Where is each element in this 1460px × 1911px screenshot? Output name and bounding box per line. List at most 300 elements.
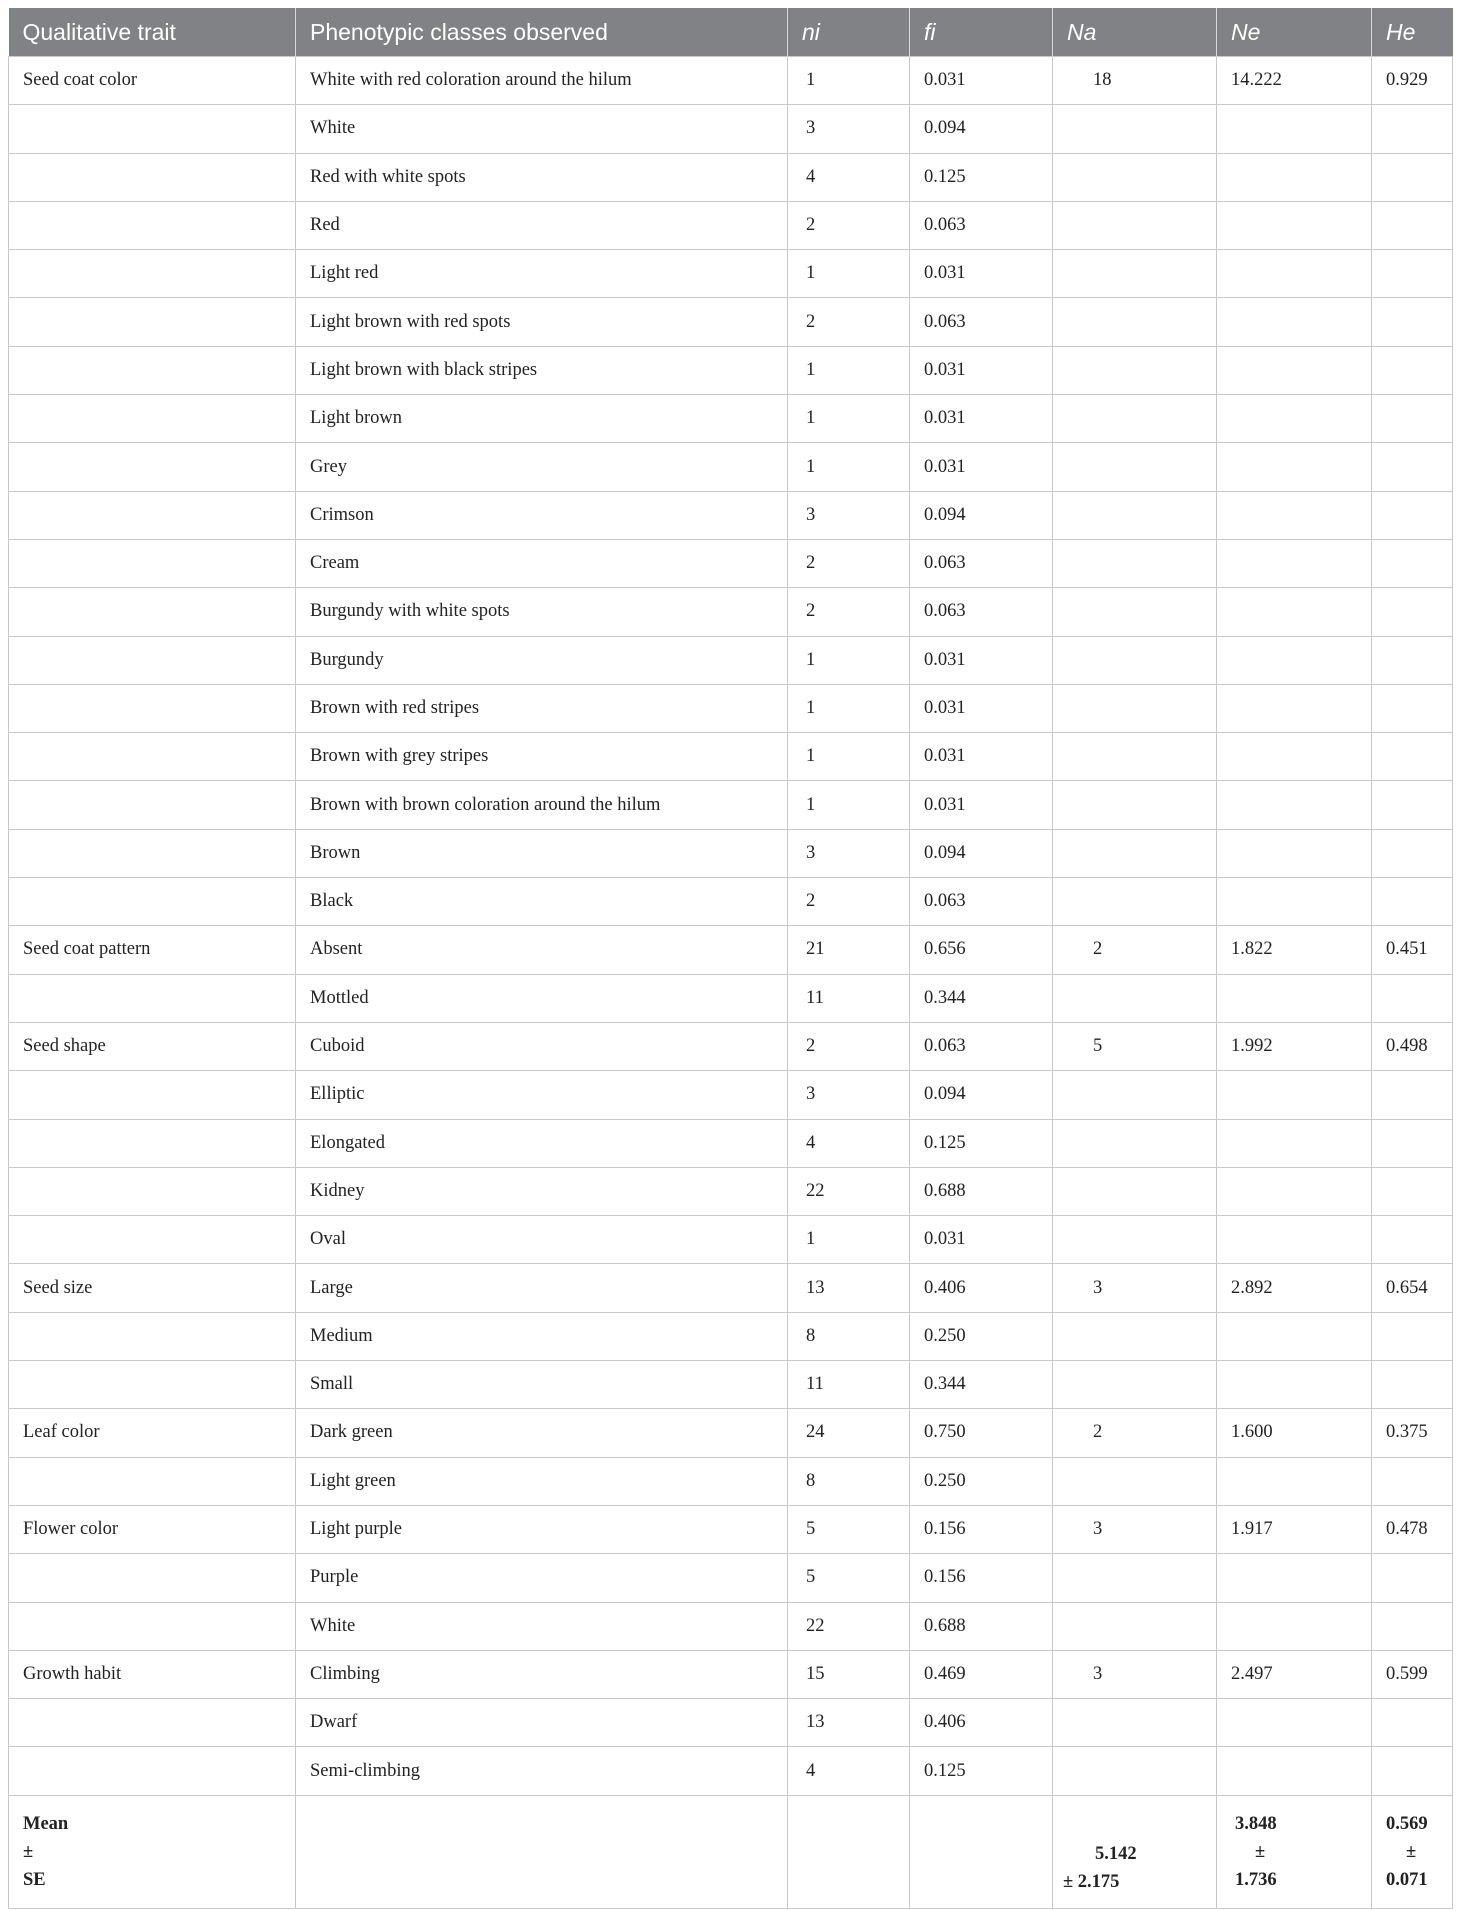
table-row <box>9 201 1453 249</box>
ne-cell <box>1217 346 1372 394</box>
he-cell <box>1372 781 1453 829</box>
fi-cell: 0.094 <box>910 105 1053 153</box>
ni-cell: 3 <box>788 105 910 153</box>
class-cell: Cream <box>296 539 788 587</box>
class-cell: Light green <box>296 1457 788 1505</box>
he-cell <box>1372 105 1453 153</box>
class-cell: Light red <box>296 250 788 298</box>
ni-cell: 1 <box>788 346 910 394</box>
mean-pm-label: ± <box>23 1841 34 1862</box>
fi-cell: 0.063 <box>910 539 1053 587</box>
table-row <box>9 1361 1453 1409</box>
ne-cell <box>1217 684 1372 732</box>
class-cell: Light purple <box>296 1505 788 1553</box>
ne-cell <box>1217 443 1372 491</box>
mean-row <box>9 1795 1453 1908</box>
class-cell: White <box>296 105 788 153</box>
na-cell <box>1053 829 1217 877</box>
table-row <box>9 1264 1453 1312</box>
table-row <box>9 636 1453 684</box>
ni-cell: 22 <box>788 1602 910 1650</box>
na-cell: 2 <box>1053 1409 1217 1457</box>
ne-cell <box>1217 733 1372 781</box>
he-cell <box>1372 1071 1453 1119</box>
mean-label: Mean <box>23 1813 69 1834</box>
trait-cell <box>9 1216 296 1264</box>
he-cell <box>1372 1312 1453 1360</box>
class-cell: Dwarf <box>296 1699 788 1747</box>
ne-cell <box>1217 1167 1372 1215</box>
header-ni: ni <box>788 8 910 57</box>
he-cell <box>1372 1699 1453 1747</box>
ne-cell <box>1217 1602 1372 1650</box>
table-row <box>9 491 1453 539</box>
header-he: He <box>1372 8 1453 57</box>
he-cell: 0.375 <box>1372 1409 1453 1457</box>
fi-cell: 0.063 <box>910 1022 1053 1070</box>
fi-cell: 0.063 <box>910 201 1053 249</box>
he-cell: 0.451 <box>1372 926 1453 974</box>
fi-cell: 0.031 <box>910 346 1053 394</box>
na-cell: 3 <box>1053 1505 1217 1553</box>
ne-cell: 1.600 <box>1217 1409 1372 1457</box>
na-cell <box>1053 346 1217 394</box>
fi-cell: 0.250 <box>910 1457 1053 1505</box>
table-row <box>9 1409 1453 1457</box>
class-cell: Brown with brown coloration around the hilum <box>296 781 788 829</box>
na-cell <box>1053 1602 1217 1650</box>
fi-cell: 0.063 <box>910 298 1053 346</box>
class-cell: Brown with grey stripes <box>296 733 788 781</box>
he-cell <box>1372 829 1453 877</box>
ne-cell <box>1217 588 1372 636</box>
fi-cell: 0.031 <box>910 733 1053 781</box>
trait-cell <box>9 781 296 829</box>
fi-cell: 0.344 <box>910 974 1053 1022</box>
he-cell <box>1372 491 1453 539</box>
ne-cell: 1.917 <box>1217 1505 1372 1553</box>
trait-cell <box>9 636 296 684</box>
table-row <box>9 1699 1453 1747</box>
ni-cell: 2 <box>788 298 910 346</box>
he-cell <box>1372 395 1453 443</box>
fi-cell: 0.156 <box>910 1554 1053 1602</box>
mean-ne-value: 3.848 <box>1235 1813 1277 1834</box>
na-cell <box>1053 1071 1217 1119</box>
class-cell: Black <box>296 878 788 926</box>
trait-cell <box>9 1602 296 1650</box>
trait-cell <box>9 733 296 781</box>
ni-cell: 11 <box>788 974 910 1022</box>
ni-cell: 1 <box>788 781 910 829</box>
ne-cell <box>1217 1216 1372 1264</box>
he-cell <box>1372 346 1453 394</box>
table-row <box>9 1602 1453 1650</box>
ni-cell: 1 <box>788 395 910 443</box>
na-cell <box>1053 105 1217 153</box>
na-cell: 3 <box>1053 1650 1217 1698</box>
table-row <box>9 105 1453 153</box>
ne-cell <box>1217 1119 1372 1167</box>
he-cell <box>1372 684 1453 732</box>
mean-ne-se: 1.736 <box>1235 1869 1277 1890</box>
fi-cell: 0.094 <box>910 491 1053 539</box>
na-cell <box>1053 1216 1217 1264</box>
trait-cell <box>9 684 296 732</box>
class-cell: Crimson <box>296 491 788 539</box>
trait-cell <box>9 974 296 1022</box>
ni-cell: 2 <box>788 588 910 636</box>
ne-cell <box>1217 153 1372 201</box>
table-row <box>9 1071 1453 1119</box>
table-row <box>9 1216 1453 1264</box>
mean-ni-cell <box>788 1795 910 1908</box>
he-cell <box>1372 153 1453 201</box>
na-cell <box>1053 1457 1217 1505</box>
ni-cell: 13 <box>788 1264 910 1312</box>
table-row <box>9 1650 1453 1698</box>
trait-cell <box>9 201 296 249</box>
trait-cell <box>9 298 296 346</box>
class-cell: Semi-climbing <box>296 1747 788 1795</box>
na-cell <box>1053 1167 1217 1215</box>
trait-cell: Seed coat color <box>9 57 296 105</box>
ni-cell: 1 <box>788 684 910 732</box>
ni-cell: 5 <box>788 1505 910 1553</box>
ne-cell <box>1217 1312 1372 1360</box>
ne-cell: 14.222 <box>1217 57 1372 105</box>
he-cell <box>1372 1554 1453 1602</box>
class-cell: Grey <box>296 443 788 491</box>
table-row <box>9 878 1453 926</box>
ne-cell <box>1217 829 1372 877</box>
mean-he-pm: ± <box>1406 1841 1417 1862</box>
ni-cell: 1 <box>788 636 910 684</box>
trait-cell <box>9 1457 296 1505</box>
class-cell: Red <box>296 201 788 249</box>
ni-cell: 5 <box>788 1554 910 1602</box>
he-cell: 0.599 <box>1372 1650 1453 1698</box>
mean-he-se: 0.071 <box>1386 1869 1428 1890</box>
fi-cell: 0.125 <box>910 1747 1053 1795</box>
trait-cell <box>9 539 296 587</box>
trait-cell: Growth habit <box>9 1650 296 1698</box>
na-cell <box>1053 395 1217 443</box>
ni-cell: 4 <box>788 153 910 201</box>
fi-cell: 0.031 <box>910 57 1053 105</box>
na-cell <box>1053 878 1217 926</box>
ne-cell <box>1217 781 1372 829</box>
trait-cell <box>9 443 296 491</box>
ni-cell: 4 <box>788 1119 910 1167</box>
ni-cell: 15 <box>788 1650 910 1698</box>
na-cell <box>1053 1747 1217 1795</box>
ne-cell <box>1217 1457 1372 1505</box>
ni-cell: 24 <box>788 1409 910 1457</box>
class-cell: Dark green <box>296 1409 788 1457</box>
trait-cell <box>9 588 296 636</box>
table-row <box>9 153 1453 201</box>
fi-cell: 0.031 <box>910 636 1053 684</box>
ni-cell: 2 <box>788 878 910 926</box>
trait-cell <box>9 1167 296 1215</box>
na-cell <box>1053 539 1217 587</box>
fi-cell: 0.469 <box>910 1650 1053 1698</box>
ni-cell: 2 <box>788 539 910 587</box>
trait-cell <box>9 346 296 394</box>
ne-cell: 1.822 <box>1217 926 1372 974</box>
ne-cell <box>1217 105 1372 153</box>
na-cell <box>1053 636 1217 684</box>
he-cell: 0.498 <box>1372 1022 1453 1070</box>
ne-cell <box>1217 395 1372 443</box>
table-header <box>9 8 1453 57</box>
class-cell: White <box>296 1602 788 1650</box>
fi-cell: 0.063 <box>910 878 1053 926</box>
class-cell: Elongated <box>296 1119 788 1167</box>
fi-cell: 0.031 <box>910 250 1053 298</box>
he-cell <box>1372 1361 1453 1409</box>
fi-cell: 0.031 <box>910 684 1053 732</box>
fi-cell: 0.344 <box>910 1361 1053 1409</box>
trait-cell <box>9 1312 296 1360</box>
mean-he-cell <box>1372 1795 1453 1908</box>
trait-cell <box>9 878 296 926</box>
trait-cell <box>9 829 296 877</box>
ne-cell <box>1217 491 1372 539</box>
mean-ne-cell <box>1217 1795 1372 1908</box>
table-row <box>9 250 1453 298</box>
he-cell <box>1372 201 1453 249</box>
class-cell: Small <box>296 1361 788 1409</box>
se-label: SE <box>23 1869 46 1890</box>
fi-cell: 0.406 <box>910 1699 1053 1747</box>
trait-cell <box>9 1699 296 1747</box>
ni-cell: 3 <box>788 1071 910 1119</box>
table-row <box>9 926 1453 974</box>
table-row <box>9 781 1453 829</box>
table-row <box>9 1312 1453 1360</box>
table-row <box>9 57 1453 105</box>
table-row <box>9 1119 1453 1167</box>
fi-cell: 0.125 <box>910 153 1053 201</box>
fi-cell: 0.688 <box>910 1602 1053 1650</box>
table-row <box>9 974 1453 1022</box>
ne-cell <box>1217 298 1372 346</box>
ni-cell: 11 <box>788 1361 910 1409</box>
na-cell <box>1053 588 1217 636</box>
header-trait: Qualitative trait <box>9 8 296 57</box>
ne-cell <box>1217 1747 1372 1795</box>
fi-cell: 0.031 <box>910 781 1053 829</box>
trait-cell: Seed size <box>9 1264 296 1312</box>
ne-cell <box>1217 250 1372 298</box>
mean-classes-cell <box>296 1795 788 1908</box>
trait-cell <box>9 1071 296 1119</box>
trait-cell <box>9 1747 296 1795</box>
ni-cell: 21 <box>788 926 910 974</box>
ni-cell: 3 <box>788 829 910 877</box>
he-cell: 0.478 <box>1372 1505 1453 1553</box>
ni-cell: 1 <box>788 733 910 781</box>
table-row <box>9 684 1453 732</box>
class-cell: White with red coloration around the hilum <box>296 57 788 105</box>
class-cell: Medium <box>296 1312 788 1360</box>
he-cell <box>1372 636 1453 684</box>
table-row <box>9 829 1453 877</box>
fi-cell: 0.750 <box>910 1409 1053 1457</box>
na-cell: 3 <box>1053 1264 1217 1312</box>
ne-cell <box>1217 1071 1372 1119</box>
trait-diversity-table <box>8 8 1453 1909</box>
fi-cell: 0.250 <box>910 1312 1053 1360</box>
he-cell <box>1372 1167 1453 1215</box>
trait-cell <box>9 105 296 153</box>
ne-cell: 1.992 <box>1217 1022 1372 1070</box>
table-row <box>9 539 1453 587</box>
ni-cell: 4 <box>788 1747 910 1795</box>
trait-cell <box>9 1361 296 1409</box>
he-cell <box>1372 298 1453 346</box>
header-classes: Phenotypic classes observed <box>296 8 788 57</box>
trait-cell: Leaf color <box>9 1409 296 1457</box>
class-cell: Cuboid <box>296 1022 788 1070</box>
mean-na-cell <box>1053 1795 1217 1908</box>
table-row <box>9 1022 1453 1070</box>
header-fi: fi <box>910 8 1053 57</box>
class-cell: Brown <box>296 829 788 877</box>
mean-fi-cell <box>910 1795 1053 1908</box>
he-cell <box>1372 1119 1453 1167</box>
fi-cell: 0.031 <box>910 1216 1053 1264</box>
trait-cell: Seed coat pattern <box>9 926 296 974</box>
ni-cell: 1 <box>788 57 910 105</box>
header-ne: Ne <box>1217 8 1372 57</box>
class-cell: Kidney <box>296 1167 788 1215</box>
table-body <box>9 57 1453 1909</box>
table-row <box>9 733 1453 781</box>
he-cell <box>1372 539 1453 587</box>
class-cell: Absent <box>296 926 788 974</box>
ni-cell: 1 <box>788 1216 910 1264</box>
class-cell: Burgundy <box>296 636 788 684</box>
trait-cell <box>9 1554 296 1602</box>
trait-cell <box>9 491 296 539</box>
na-cell: 18 <box>1053 57 1217 105</box>
class-cell: Light brown with black stripes <box>296 346 788 394</box>
class-cell: Elliptic <box>296 1071 788 1119</box>
fi-cell: 0.156 <box>910 1505 1053 1553</box>
trait-cell: Seed shape <box>9 1022 296 1070</box>
table-row <box>9 588 1453 636</box>
mean-na-value: 5.142 <box>1095 1843 1137 1864</box>
na-cell <box>1053 1699 1217 1747</box>
ni-cell: 2 <box>788 1022 910 1070</box>
table-row <box>9 1554 1453 1602</box>
he-cell <box>1372 733 1453 781</box>
class-cell: Mottled <box>296 974 788 1022</box>
ne-cell <box>1217 878 1372 926</box>
he-cell: 0.929 <box>1372 57 1453 105</box>
he-cell <box>1372 250 1453 298</box>
na-cell <box>1053 1554 1217 1602</box>
he-cell <box>1372 588 1453 636</box>
na-cell <box>1053 491 1217 539</box>
fi-cell: 0.094 <box>910 829 1053 877</box>
na-cell <box>1053 153 1217 201</box>
table-row <box>9 1505 1453 1553</box>
he-cell <box>1372 878 1453 926</box>
na-cell <box>1053 733 1217 781</box>
he-cell <box>1372 974 1453 1022</box>
ni-cell: 1 <box>788 250 910 298</box>
table-row <box>9 443 1453 491</box>
class-cell: Red with white spots <box>296 153 788 201</box>
mean-ne-pm: ± <box>1255 1841 1266 1862</box>
mean-he-value: 0.569 <box>1386 1813 1428 1834</box>
ni-cell: 8 <box>788 1457 910 1505</box>
fi-cell: 0.094 <box>910 1071 1053 1119</box>
header-na: Na <box>1053 8 1217 57</box>
trait-cell <box>9 395 296 443</box>
trait-cell <box>9 153 296 201</box>
fi-cell: 0.063 <box>910 588 1053 636</box>
fi-cell: 0.031 <box>910 443 1053 491</box>
ne-cell <box>1217 201 1372 249</box>
na-cell: 5 <box>1053 1022 1217 1070</box>
he-cell <box>1372 1457 1453 1505</box>
ne-cell <box>1217 1699 1372 1747</box>
ne-cell <box>1217 1554 1372 1602</box>
ni-cell: 8 <box>788 1312 910 1360</box>
ne-cell <box>1217 1361 1372 1409</box>
fi-cell: 0.031 <box>910 395 1053 443</box>
ne-cell <box>1217 636 1372 684</box>
trait-cell <box>9 1119 296 1167</box>
na-cell <box>1053 250 1217 298</box>
class-cell: Burgundy with white spots <box>296 588 788 636</box>
class-cell: Large <box>296 1264 788 1312</box>
table-row <box>9 346 1453 394</box>
fi-cell: 0.656 <box>910 926 1053 974</box>
class-cell: Light brown <box>296 395 788 443</box>
fi-cell: 0.125 <box>910 1119 1053 1167</box>
na-cell <box>1053 974 1217 1022</box>
fi-cell: 0.406 <box>910 1264 1053 1312</box>
class-cell: Climbing <box>296 1650 788 1698</box>
ne-cell: 2.892 <box>1217 1264 1372 1312</box>
ni-cell: 2 <box>788 201 910 249</box>
he-cell <box>1372 1602 1453 1650</box>
ni-cell: 13 <box>788 1699 910 1747</box>
ne-cell <box>1217 539 1372 587</box>
ne-cell: 2.497 <box>1217 1650 1372 1698</box>
class-cell: Purple <box>296 1554 788 1602</box>
na-cell <box>1053 1119 1217 1167</box>
table-row <box>9 1167 1453 1215</box>
na-cell <box>1053 1312 1217 1360</box>
trait-cell <box>9 250 296 298</box>
na-cell <box>1053 201 1217 249</box>
he-cell <box>1372 1747 1453 1795</box>
table-row <box>9 1747 1453 1795</box>
trait-cell: Flower color <box>9 1505 296 1553</box>
table-row <box>9 395 1453 443</box>
header-row <box>9 8 1453 57</box>
na-cell <box>1053 684 1217 732</box>
fi-cell: 0.688 <box>910 1167 1053 1215</box>
ni-cell: 1 <box>788 443 910 491</box>
